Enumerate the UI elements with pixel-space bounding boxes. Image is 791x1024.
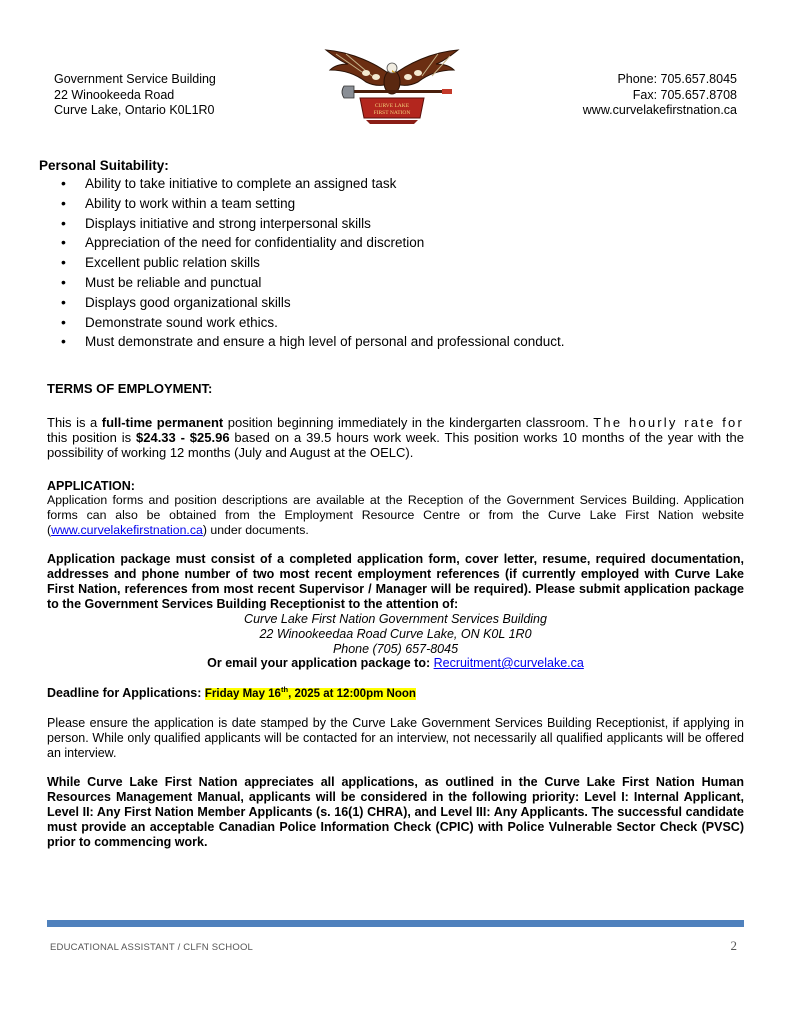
header-address [54, 72, 216, 119]
priority-note: While Curve Lake First Nation appreciates all applications, as outlined in the Curve Lake First Nation Human Resources Management Manual, applicants will be considered in the following priority: Level I: Internal Applicant, Level II: Any First Nation Member Applicants (s. 16(1) CHRA), and Level III: Any Applicants. The successful candidate must provide an acceptable Canadian Police Information Check (CPIC) with Police Vulnerable Sector Check (PVSC) prior to commencing work. [47, 775, 744, 849]
suitability-heading: Personal Suitability: [39, 158, 169, 173]
terms-paragraph [47, 415, 744, 460]
terms-text: this position is [47, 430, 136, 445]
deadline-date-text: , 2025 at 12:00pm Noon [288, 687, 416, 700]
package-paragraph: Application package must consist of a completed application form, cover letter, resume, required documentation, addresses and phone number of two most recent employment references (if currently employed with Curve Lake First Nation, references from most recent Supervisor / Manager will be required). Please submit application package to the Government Services Building Receptionist to the attention of: [47, 552, 744, 611]
stamp-note: Please ensure the application is date stamped by the Curve Lake Government Services Building Receptionist, if applying in person. While only qualified applicants will be contacted for an interview, not necessarily all qualified applicants will be offered an interview. [47, 716, 744, 760]
email-link[interactable]: Recruitment@curvelake.ca [433, 656, 584, 670]
application-heading: APPLICATION: [47, 479, 135, 493]
page-number: 2 [730, 938, 737, 953]
logo-text-2: FIRST NATION [373, 110, 411, 116]
footer-rule [47, 920, 744, 927]
list-item: • Excellent public relation skills [39, 253, 739, 273]
hourly-rate: $24.33 - $25.96 [136, 430, 230, 445]
deadline-label: Deadline for Applications: [47, 685, 205, 700]
logo-text-1: CURVE LAKE [374, 103, 410, 109]
list-item: • Must be reliable and punctual [39, 273, 739, 293]
terms-text: This is a [47, 415, 102, 430]
header-address-line: Curve Lake, Ontario K0L1R0 [54, 103, 215, 117]
terms-text: position beginning immediately in the kindergarten classroom. [223, 415, 594, 430]
eagle-logo-icon [322, 46, 462, 126]
header-website: www.curvelakefirstnation.ca [582, 103, 737, 117]
terms-text: based on a 39.5 hours work week. This position works 10 months of the year with the possibility of working 12 months (July and August at the OELC). [47, 430, 744, 460]
terms-text-spaced: The hourly rate for [593, 415, 744, 430]
deadline-date [204, 685, 416, 700]
deadline-date-suffix: th [280, 685, 289, 694]
list-item: • Ability to take initiative to complete an assigned task [39, 174, 739, 194]
header-address-line: Government Service Building [54, 72, 216, 86]
list-item: • Appreciation of the need for confidentiality and discretion [39, 233, 739, 253]
footer-label: EDUCATIONAL ASSISTANT / CLFN SCHOOL [50, 942, 254, 953]
email-line [47, 656, 744, 670]
list-item: • Must demonstrate and ensure a high level of personal and professional conduct. [39, 332, 739, 352]
mailing-address [47, 612, 744, 657]
suitability-list [39, 174, 739, 352]
position-type: full-time permanent [101, 415, 224, 430]
header-address-line: 22 Winookeeda Road [54, 87, 175, 102]
list-item: • Ability to work within a team setting [39, 194, 739, 214]
address-line: Phone (705) 657-8045 [332, 642, 459, 656]
list-item: • Displays good organizational skills [39, 293, 739, 313]
address-line: 22 Winookeedaa Road Curve Lake, ON K0L 1R0 [259, 627, 532, 641]
address-line: Curve Lake First Nation Government Services Building [244, 612, 547, 626]
deadline-line [47, 685, 416, 700]
list-item: • Displays initiative and strong interpersonal skills [39, 214, 739, 234]
application-text: Application forms and position descriptions are available at the Reception of the Government Services Building. Application forms can also be obtained from the Employment Resource Centre or from the Curve Lake First Nation website ( [47, 493, 744, 537]
header-contact [583, 72, 737, 119]
application-text: ) under documents. [202, 523, 309, 537]
terms-heading: TERMS OF EMPLOYMENT: [47, 381, 213, 396]
header-fax: Fax: 705.657.8708 [632, 87, 737, 102]
website-link[interactable]: www.curvelakefirstnation.ca [51, 523, 203, 537]
deadline-date-text: Friday May 16 [204, 687, 281, 700]
email-label: Or email your application package to: [207, 656, 434, 670]
list-item: • Demonstrate sound work ethics. [39, 313, 739, 333]
header-phone: Phone: 705.657.8045 [617, 72, 737, 86]
application-paragraph [47, 493, 744, 538]
